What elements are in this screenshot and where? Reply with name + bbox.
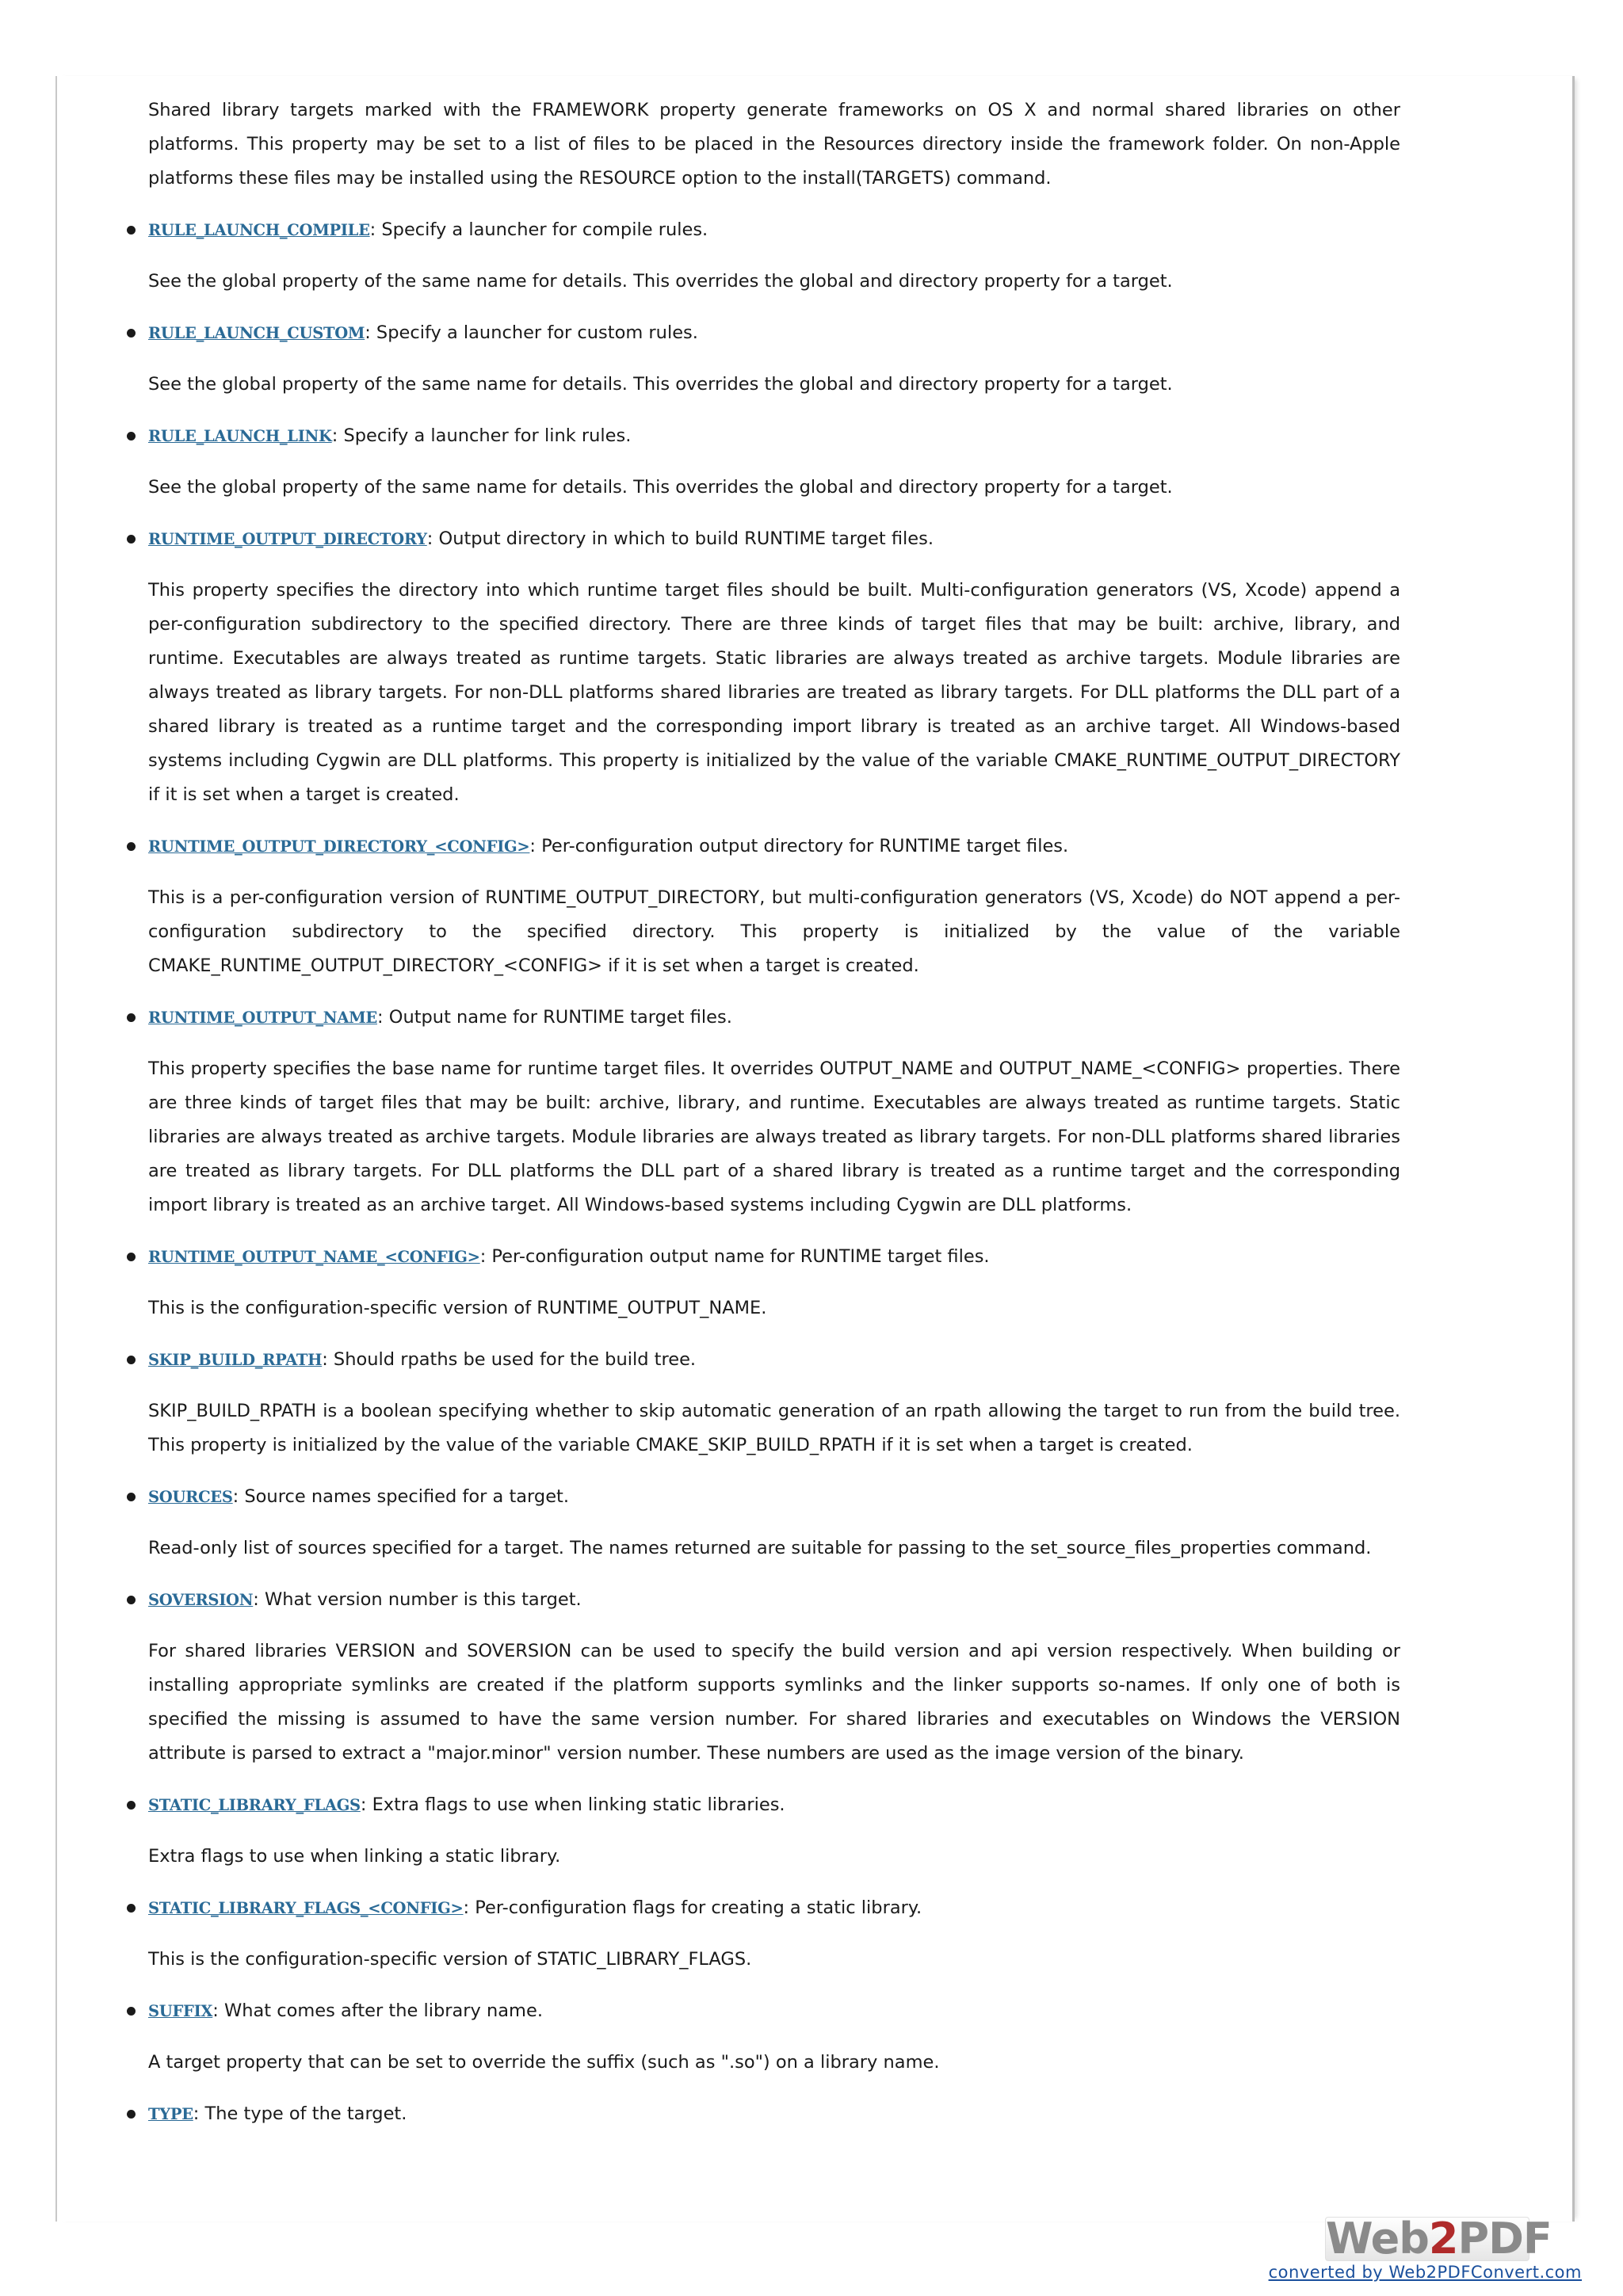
property-summary: : What comes after the library name. <box>212 2000 543 2021</box>
property-description: SKIP_BUILD_RPATH is a boolean specifying whether to skip automatic generation of an rpath allowing the target to run from the build tree. This property is initialized by the value of the variable CMAKE_SKIP_BUILD_RPATH if it is set when a target is created. <box>148 1401 1400 1455</box>
property-summary: : Per-configuration output directory for RUNTIME target files. <box>529 836 1069 856</box>
property-heading <box>148 1001 1400 1035</box>
property-item <box>148 1583 1400 1771</box>
property-description: See the global property of the same name for details. This overrides the global and directory property for a target. <box>148 374 1173 395</box>
property-summary: : Should rpaths be used for the build tree. <box>322 1349 697 1370</box>
property-name-link[interactable]: SKIP_BUILD_RPATH <box>148 1351 323 1369</box>
property-summary: : Per-configuration output name for RUNTIME target files. <box>479 1246 990 1267</box>
property-summary: : The type of the target. <box>193 2103 407 2124</box>
property-heading <box>148 1343 1400 1377</box>
property-summary: : What version number is this target. <box>253 1589 582 1610</box>
property-heading <box>148 830 1400 864</box>
property-description: For shared libraries VERSION and SOVERSION can be used to specify the build version and api version respectively. When building or installing appropriate symlinks are created if the platform supports symlinks and the linker supports so-names. If only one of both is specified the missing is assumed to have the same version number. For shared libraries and executables on Windows the VERSION attribute is parsed to extract a "major.minor" version number. These numbers are used as the image version of the binary. <box>148 1641 1400 1764</box>
property-item <box>148 2097 1400 2131</box>
property-summary: : Specify a launcher for compile rules. <box>369 219 708 240</box>
bullet-icon <box>127 1801 136 1810</box>
property-description: Read-only list of sources specified for a target. The names returned are suitable for passing to the set_source_files_properties command. <box>148 1538 1372 1558</box>
property-name-link[interactable]: TYPE <box>148 2105 193 2123</box>
property-name-link[interactable]: RULE_LAUNCH_LINK <box>148 427 332 445</box>
property-name-link[interactable]: RUNTIME_OUTPUT_DIRECTORY_<CONFIG> <box>148 837 530 856</box>
bullet-icon <box>127 226 136 235</box>
bullet-icon <box>127 1596 136 1604</box>
property-name-link[interactable]: SUFFIX <box>148 2002 213 2020</box>
property-summary: : Output directory in which to build RUNTIME target files. <box>426 528 934 549</box>
property-heading <box>148 1891 1400 1925</box>
property-name-link[interactable]: SOVERSION <box>148 1591 254 1609</box>
property-name-link[interactable]: RUNTIME_OUTPUT_DIRECTORY <box>148 530 427 548</box>
property-heading <box>148 522 1400 556</box>
property-item <box>148 419 1400 505</box>
property-description: This is the configuration-specific version of RUNTIME_OUTPUT_NAME. <box>148 1298 767 1318</box>
bullet-icon <box>127 329 136 338</box>
property-description: This property specifies the base name for runtime target files. It overrides OUTPUT_NAME and OUTPUT_NAME_<CONFIG> properties. There are three kinds of target files that may be built: archive, library, and runtime. Executables are always treated as runtime targets. Static libraries are always treated as archive targets. Module libraries are always treated as library targets. For non-DLL platforms shared libraries are treated as library targets. For DLL platforms the DLL part of a shared library is treated as a runtime target and the corresponding import library is treated as an archive target. All Windows-based systems including Cygwin are DLL platforms. <box>148 1058 1400 1215</box>
property-heading <box>148 1583 1400 1617</box>
property-heading <box>148 1480 1400 1514</box>
property-item <box>148 1001 1400 1222</box>
property-item <box>148 316 1400 402</box>
property-heading <box>148 1788 1400 1822</box>
web2pdf-convert-link[interactable]: converted by Web2PDFConvert.com <box>1268 2263 1582 2282</box>
property-item <box>148 1788 1400 1874</box>
property-name-link[interactable]: RULE_LAUNCH_COMPILE <box>148 221 370 239</box>
property-heading <box>148 1994 1400 2028</box>
property-name-link[interactable]: RUNTIME_OUTPUT_NAME_<CONFIG> <box>148 1248 480 1266</box>
property-item <box>148 213 1400 299</box>
property-item <box>148 830 1400 983</box>
bullet-icon <box>127 1493 136 1501</box>
property-description: This property specifies the directory into which runtime target files should be built. Multi-configuration generators (VS, Xcode) append a per-configuration subdirectory to the specified directory. There are three kinds of target files that may be built: archive, library, and runtime. Executables are always treated as runtime targets. Static libraries are always treated as archive targets. Module libraries are always treated as library targets. For non-DLL platforms shared libraries are treated as library targets. For DLL platforms the DLL part of a shared library is treated as a runtime target and the corresponding import library is treated as an archive target. All Windows-based systems including Cygwin are DLL platforms. This property is initialized by the value of the variable CMAKE_RUNTIME_OUTPUT_DIRECTORY if it is set when a target is created. <box>148 580 1400 805</box>
property-name-link[interactable]: STATIC_LIBRARY_FLAGS <box>148 1796 361 1814</box>
property-summary: : Extra flags to use when linking static libraries. <box>360 1794 785 1815</box>
property-item <box>148 1480 1400 1566</box>
bullet-icon <box>127 2007 136 2016</box>
bullet-icon <box>127 1904 136 1913</box>
bullet-icon <box>127 1253 136 1261</box>
intro-paragraph: Shared library targets marked with the FRAMEWORK property generate frameworks on OS X and normal shared libraries on other platforms. This property may be set to a list of files to be placed in the Resources directory inside the framework folder. On non-Apple platforms these files may be installed using the RESOURCE option to the install(TARGETS) command. <box>148 100 1400 189</box>
bullet-icon <box>127 1013 136 1022</box>
property-heading <box>148 419 1400 453</box>
property-description: This is a per-configuration version of RUNTIME_OUTPUT_DIRECTORY, but multi-configuration generators (VS, Xcode) do NOT append a per-configuration subdirectory to the specified directory. This property is initialized by the value of the variable CMAKE_RUNTIME_OUTPUT_DIRECTORY_<CONFIG> if it is set when a target is created. <box>148 887 1400 976</box>
property-summary: : Specify a launcher for link rules. <box>331 425 632 446</box>
property-name-link[interactable]: SOURCES <box>148 1488 233 1506</box>
property-heading <box>148 316 1400 350</box>
property-summary: : Specify a launcher for custom rules. <box>365 322 698 343</box>
property-heading <box>148 213 1400 247</box>
property-item <box>148 522 1400 812</box>
property-item <box>148 1240 1400 1325</box>
property-description: This is the configuration-specific version of STATIC_LIBRARY_FLAGS. <box>148 1949 752 1970</box>
property-item <box>148 1994 1400 2080</box>
document-page <box>55 76 1575 2222</box>
property-summary: : Output name for RUNTIME target files. <box>377 1007 732 1028</box>
property-list <box>148 76 1400 2131</box>
property-name-link[interactable]: RULE_LAUNCH_CUSTOM <box>148 324 365 342</box>
property-heading <box>148 1240 1400 1274</box>
property-name-link[interactable]: STATIC_LIBRARY_FLAGS_<CONFIG> <box>148 1899 464 1917</box>
property-description: See the global property of the same name for details. This overrides the global and directory property for a target. <box>148 477 1173 498</box>
property-description: Extra flags to use when linking a static library. <box>148 1846 561 1867</box>
property-item <box>148 1891 1400 1977</box>
bullet-icon <box>127 432 136 441</box>
property-summary: : Per-configuration flags for creating a static library. <box>463 1897 922 1918</box>
property-name-link[interactable]: RUNTIME_OUTPUT_NAME <box>148 1009 377 1027</box>
property-description: A target property that can be set to override the suffix (such as ".so") on a library name. <box>148 2052 940 2073</box>
bullet-icon <box>127 842 136 851</box>
property-description: See the global property of the same name for details. This overrides the global and directory property for a target. <box>148 271 1173 292</box>
property-summary: : Source names specified for a target. <box>232 1486 570 1507</box>
web2pdf-logo: Web2PDF <box>1326 2214 1552 2264</box>
property-item <box>148 1343 1400 1463</box>
bullet-icon <box>127 2110 136 2119</box>
bullet-icon <box>127 535 136 543</box>
property-heading <box>148 2097 1400 2131</box>
bullet-icon <box>127 1356 136 1364</box>
